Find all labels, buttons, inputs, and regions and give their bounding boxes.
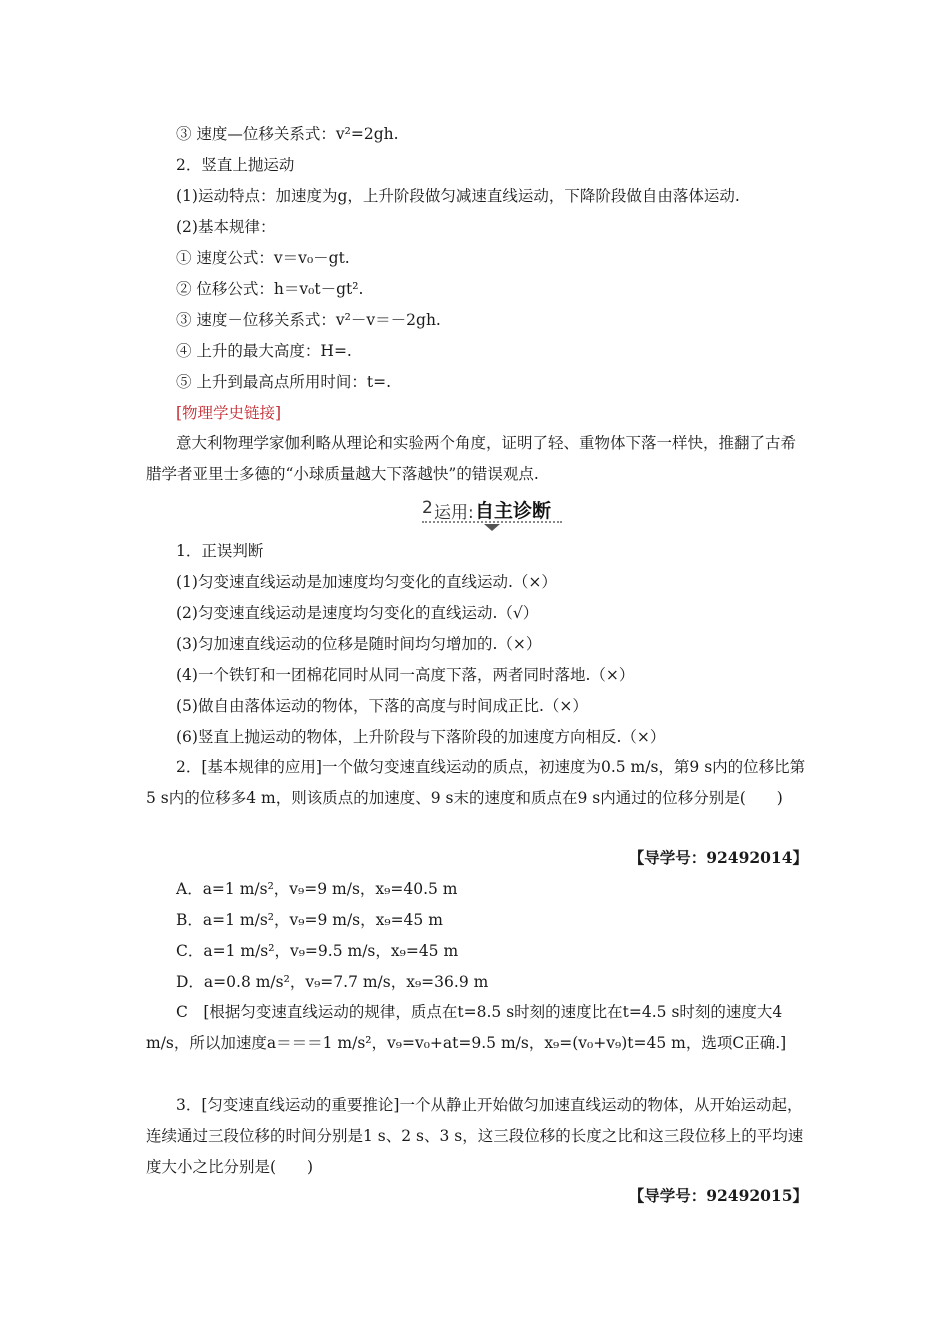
guide-number: 【导学号：92492014】 <box>628 848 808 867</box>
judge-item: (5)做自由落体运动的物体，下落的高度与时间成正比.（×） <box>176 697 588 715</box>
option-a: A．a=1 m/s²，v₉=9 m/s，x₉=40.5 m <box>176 880 458 898</box>
formula-line: ③ 速度—位移关系式：v²=2gh. <box>176 125 399 143</box>
formula-line: ⑤ 上升到最高点所用时间：t=. <box>176 373 392 391</box>
formula-line: ④ 上升的最大高度：H=. <box>176 342 352 360</box>
formula-line: ① 速度公式：v＝v₀－gt. <box>176 249 350 267</box>
basic-laws-heading: (2)基本规律： <box>176 218 276 236</box>
judge-item: (4)一个铁钉和一团棉花同时从同一高度下落，两者同时落地.（×） <box>176 666 635 684</box>
section-number: 2 <box>422 498 433 518</box>
judge-item: (1)匀变速直线运动是加速度均匀变化的直线运动.（×） <box>176 573 557 591</box>
history-paragraph: 意大利物理学家伽利略从理论和实验两个角度，证明了轻、重物体下落一样快，推翻了古希腊学者亚里士多德的“小球质量越大下落越快”的错误观点. <box>146 434 797 483</box>
option-d: D．a=0.8 m/s²，v₉=7.7 m/s，x₉=36.9 m <box>176 973 489 991</box>
guide-number: 【导学号：92492015】 <box>628 1186 808 1205</box>
question-2: 2．[基本规律的应用]一个做匀变速直线运动的质点，初速度为0.5 m/s，第9 s内的位移比第5 s内的位移多4 m，则该质点的加速度、9 s末的速度和质点在9 s内通过的位移分别是( ) <box>146 758 806 807</box>
judge-heading: 1．正误判断 <box>176 542 264 560</box>
down-arrow-icon <box>484 524 500 531</box>
section-divider <box>422 521 562 523</box>
judge-item: (3)匀加速直线运动的位移是随时间均匀增加的.（×） <box>176 635 542 653</box>
judge-item: (6)竖直上抛运动的物体，上升阶段与下落阶段的加速度方向相反.（×） <box>176 728 666 746</box>
answer-explanation: C [根据匀变速直线运动的规律，质点在t=8.5 s时刻的速度比在t=4.5 s时刻的速度大4 m/s，所以加速度a＝＝＝1 m/s²，v₉=v₀+at=9.5 m/s，x₉=(v₀+v₉)t=45 m，选项C正确.] <box>146 1003 787 1052</box>
judge-item: (2)匀变速直线运动是速度均匀变化的直线运动.（√） <box>176 604 539 622</box>
formula-line: ③ 速度－位移关系式：v²－v＝－2gh. <box>176 311 441 329</box>
option-b: B．a=1 m/s²，v₉=9 m/s，x₉=45 m <box>176 911 443 929</box>
history-link-label: [物理学史链接] <box>176 404 282 422</box>
section-banner <box>422 496 562 532</box>
section-lead: 运用: <box>434 503 474 523</box>
heading-vertical-throw: 2．竖直上抛运动 <box>176 156 295 174</box>
option-c: C．a=1 m/s²，v₉=9.5 m/s，x₉=45 m <box>176 942 459 960</box>
section-title: 自主诊断 <box>475 500 552 522</box>
motion-features: (1)运动特点：加速度为g，上升阶段做匀减速直线运动，下降阶段做自由落体运动. <box>176 187 740 205</box>
question-3: 3．[匀变速直线运动的重要推论]一个从静止开始做匀加速直线运动的物体，从开始运动起，连续通过三段位移的时间分别是1 s、2 s、3 s，这三段位移的长度之比和这三段位移上的平均速度大小之比分别是( ) <box>146 1096 804 1176</box>
formula-line: ② 位移公式：h＝v₀t－gt². <box>176 280 364 298</box>
